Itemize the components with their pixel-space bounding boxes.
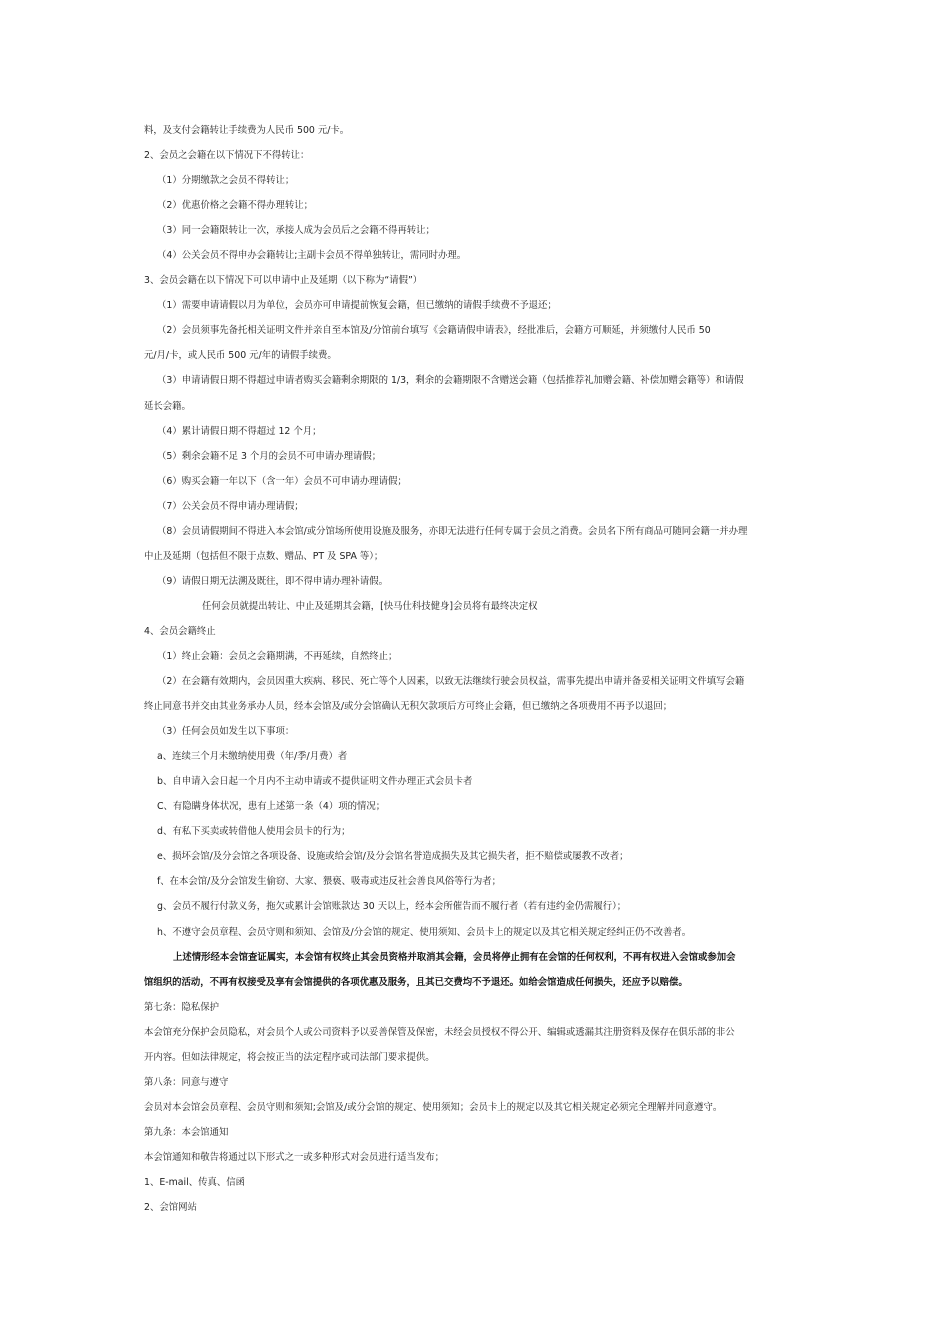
list-item: h、不遵守会员章程、会员守则和须知、会馆及/分会馆的规定、使用须知、会员卡上的规定以及其它相关规定经纠正仍不改善者。 <box>157 926 692 938</box>
list-item: （8）会员请假期间不得进入本会馆/或分馆场所使用设施及服务，亦即无法进行任何专属于会员之消费。会员名下所有商品可随同会籍一并办理 <box>157 525 748 537</box>
list-item: 1、E-mail、传真、信函 <box>144 1176 245 1188</box>
list-item: （3）同一会籍限转让一次，承接人成为会员后之会籍不得再转让； <box>157 225 435 237</box>
list-item: （6）购买会籍一年以下（含一年）会员不可申请办理请假； <box>157 475 407 487</box>
section-heading: 3、会员会籍在以下情况下可以申请中止及延期（以下称为“请假”） <box>144 275 423 287</box>
text-line: 元/月/卡，或人民币 500 元/年的请假手续费。 <box>144 350 337 362</box>
list-item: g、会员不履行付款义务，拖欠或累计会馆账款达 30 天以上，经本会所催告而不履行者（若有违约金仍需履行）； <box>157 901 627 913</box>
section-heading: 4、会员会籍终止 <box>144 625 216 637</box>
list-item: （4）累计请假日期不得超过 12 个月； <box>157 425 322 437</box>
list-item: （9）请假日期无法溯及既往，即不得申请办理补请假。 <box>157 575 388 587</box>
list-item: （7）公关会员不得申请办理请假； <box>157 500 304 512</box>
text-line: 本会馆充分保护会员隐私，对会员个人或公司资料予以妥善保管及保密，未经会员授权不得公开、编辑或透漏其注册资料及保存在俱乐部的非公 <box>144 1026 735 1038</box>
list-item: 2、会馆网站 <box>144 1202 197 1214</box>
text-line: 延长会籍。 <box>144 400 191 412</box>
list-item: （2）优惠价格之会籍不得办理转让； <box>157 200 313 212</box>
list-item: （3）任何会员如发生以下事项： <box>157 726 295 738</box>
article-heading: 第八条：同意与遵守 <box>144 1076 229 1088</box>
list-item: b、自申请入会日起一个月内不主动申请或不提供证明文件办理正式会员卡者 <box>157 776 473 788</box>
list-item: （3）申请请假日期不得超过申请者购买会籍剩余期限的 1/3，剩余的会籍期限不含赠送会籍（包括推荐礼加赠会籍、补偿加赠会籍等）和请假 <box>157 375 744 387</box>
bold-paragraph-line: 馆组织的活动，不再有权接受及享有会馆提供的各项优惠及服务，且其已交费均不予退还。如给会馆造成任何损失，还应予以赔偿。 <box>144 976 688 988</box>
text-line: 终止同意书并交由其业务承办人员，经本会馆及/或分会馆确认无积欠款项后方可终止会籍，但已缴纳之各项费用不再予以退回； <box>144 701 673 713</box>
list-item: （2）在会籍有效期内，会员因重大疾病、移民、死亡等个人因素，以致无法继续行驶会员权益，需事先提出申请并备妥相关证明文件填写会籍 <box>157 676 745 688</box>
article-heading: 第九条：本会馆通知 <box>144 1126 229 1138</box>
list-item: （1）终止会籍：会员之会籍期满，不再延续，自然终止； <box>157 650 398 662</box>
section-heading: 2、会员之会籍在以下情况下不得转让： <box>144 150 310 162</box>
list-item: （4）公关会员不得申办会籍转让;主副卡会员不得单独转让，需同时办理。 <box>157 250 467 262</box>
text-line: 中止及延期（包括但不限于点数、赠品、PT 及 SPA 等）； <box>144 550 384 562</box>
notice-line: 任何会员就提出转让、中止及延期其会籍，[快马仕科技健身]会员将有最终决定权 <box>202 600 538 612</box>
text-line: 本会馆通知和敬告将通过以下形式之一或多种形式对会员进行适当发布； <box>144 1151 445 1163</box>
text-line: 开内容。但如法律规定，将会按正当的法定程序或司法部门要求提供。 <box>144 1051 435 1063</box>
list-item: f、在本会馆/及分会馆发生偷窃、大家、猥亵、吸毒或违反社会善良风俗等行为者； <box>157 876 501 888</box>
document-body <box>144 118 809 1220</box>
list-item: （5）剩余会籍不足 3 个月的会员不可申请办理请假； <box>157 450 382 462</box>
bold-paragraph-line: 上述情形经本会馆查证属实，本会馆有权终止其会员资格并取消其会籍，会员将停止拥有在会馆的任何权利，不再有权进入会馆或参加会 <box>173 951 736 963</box>
text-line: 料，及支付会籍转让手续费为人民币 500 元/卡。 <box>144 125 350 136</box>
list-item: （2）会员须事先备托相关证明文件并亲自至本馆及/分馆前台填写《会籍请假申请表》，经批准后，会籍方可顺延，并须缴付人民币 50 <box>157 325 711 337</box>
list-item: C、有隐瞒身体状况，患有上述第一条（4）项的情况； <box>157 801 386 813</box>
list-item: a、连续三个月未缴纳使用费（年/季/月费）者 <box>157 751 348 763</box>
text-line: 会员对本会馆会员章程、会员守则和须知;会馆及/或分会馆的规定、使用须知；会员卡上的规定以及其它相关规定必须完全理解并同意遵守。 <box>144 1101 723 1113</box>
list-item: （1）需要申请请假以月为单位，会员亦可申请提前恢复会籍，但已缴纳的请假手续费不予退还； <box>157 300 557 312</box>
article-heading: 第七条：隐私保护 <box>144 1001 220 1013</box>
list-item: e、损坏会馆/及分会馆之各项设备、设施或给会馆/及分会馆名誉造成损失及其它损失者，拒不赔偿或屡教不改者； <box>157 851 629 863</box>
list-item: d、有私下买卖或转借他人使用会员卡的行为； <box>157 826 351 838</box>
list-item: （1）分期缴款之会员不得转让； <box>157 175 295 187</box>
